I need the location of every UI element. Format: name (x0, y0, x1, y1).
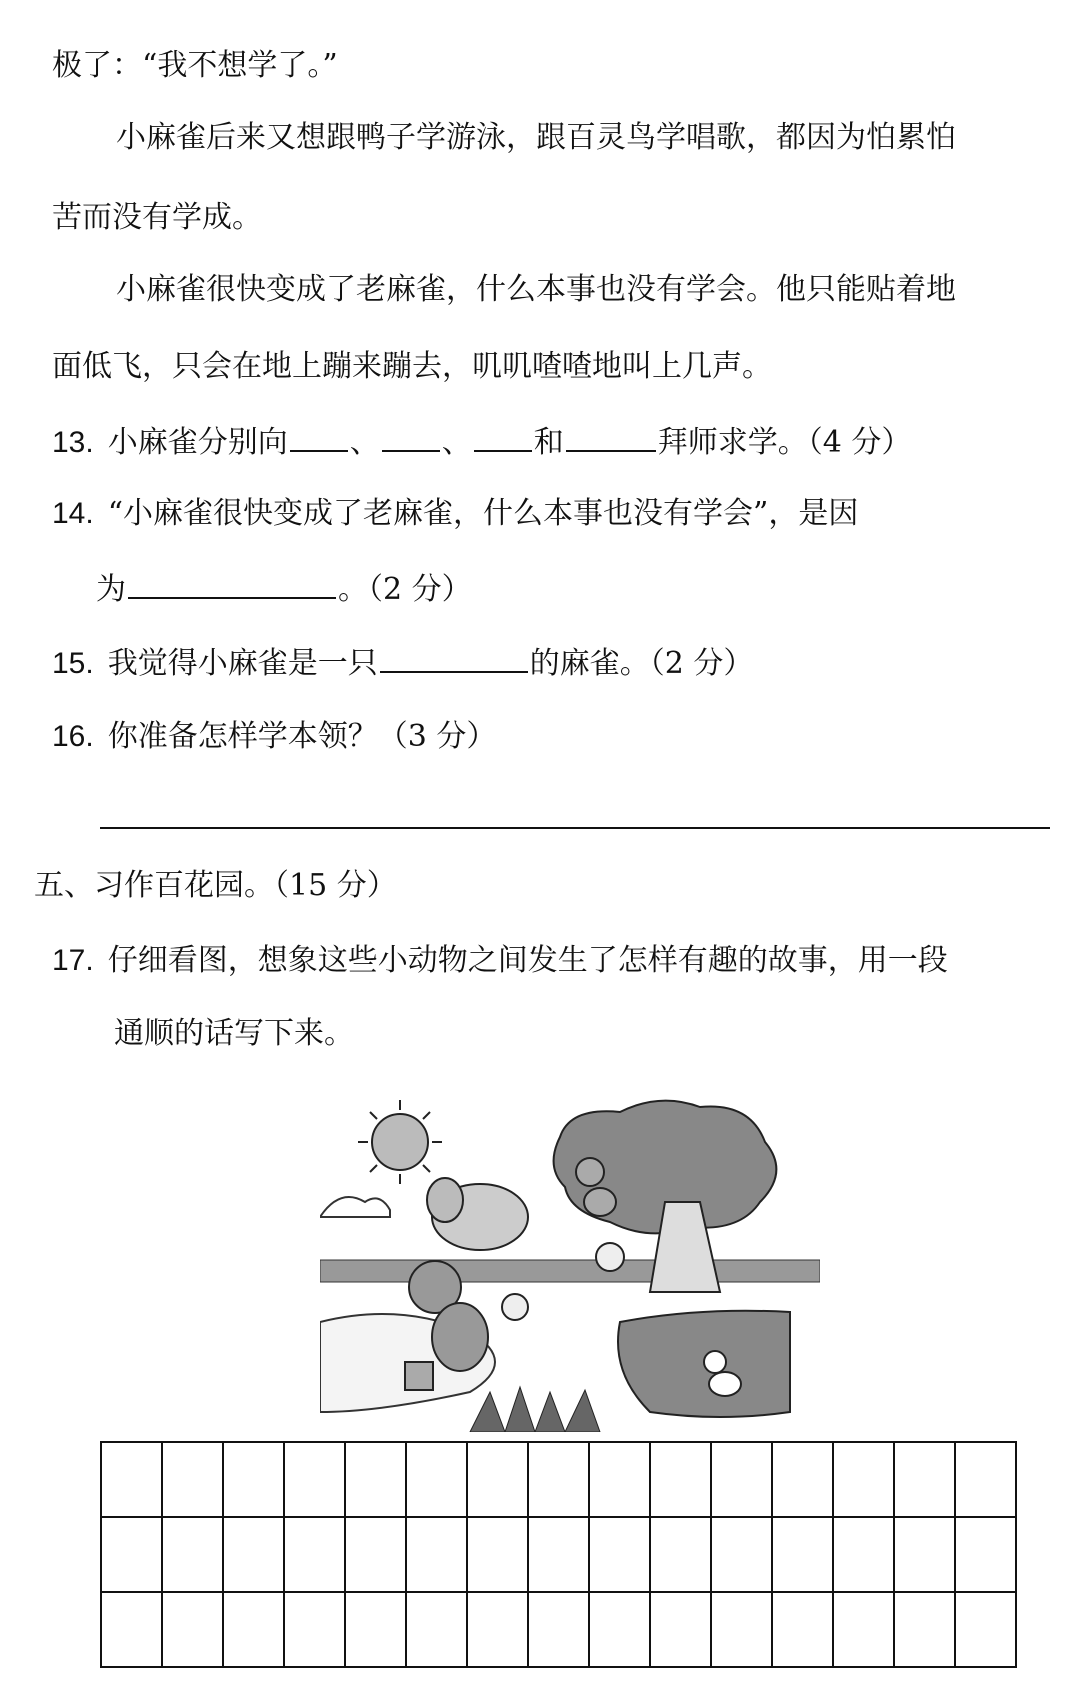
question-14 (52, 494, 858, 534)
grass (470, 1387, 600, 1432)
answer-blank[interactable] (380, 641, 528, 673)
passage-line: 小麻雀很快变成了老麻雀，什么本事也没有学会。他只能贴着地 (116, 272, 956, 307)
grid-cell[interactable] (467, 1592, 528, 1667)
grid-cell[interactable] (833, 1592, 894, 1667)
question-text: 你准备怎样学本领？（3 分） (107, 719, 497, 754)
grid-cell[interactable] (345, 1592, 406, 1667)
answer-blank[interactable] (382, 420, 440, 452)
question-text: 小麻雀分别向 (107, 425, 288, 460)
question-17-line2: 通顺的话写下来。 (114, 1016, 354, 1051)
grid-cell[interactable] (589, 1442, 650, 1517)
grid-cell[interactable] (284, 1592, 345, 1667)
question-text: 拜师求学。（4 分） (657, 425, 912, 460)
answer-blank[interactable] (128, 567, 336, 599)
question-text: 仔细看图，想象这些小动物之间发生了怎样有趣的故事，用一段 (107, 943, 948, 978)
answer-blank[interactable] (474, 420, 532, 452)
grid-cell[interactable] (894, 1442, 955, 1517)
grid-cell[interactable] (284, 1442, 345, 1517)
grid-cell[interactable] (589, 1517, 650, 1592)
grid-cell[interactable] (772, 1442, 833, 1517)
owl-icon (596, 1243, 624, 1271)
grid-cell[interactable] (406, 1592, 467, 1667)
grid-row (101, 1517, 1016, 1592)
grid-cell[interactable] (894, 1517, 955, 1592)
grid-cell[interactable] (223, 1592, 284, 1667)
grid-cell[interactable] (650, 1517, 711, 1592)
answer-blank[interactable] (290, 420, 348, 452)
grid-cell[interactable] (528, 1442, 589, 1517)
section-heading: 五、习作百花园。（15 分） (34, 868, 397, 903)
grid-cell[interactable] (101, 1517, 162, 1592)
grid-cell[interactable] (162, 1517, 223, 1592)
question-number: 14. (52, 497, 94, 530)
question-number: 17. (52, 944, 94, 977)
question-16 (52, 717, 496, 757)
passage-line: 极了：“我不想学了。” (52, 48, 338, 83)
separator: 、 (441, 425, 472, 460)
grid-cell[interactable] (772, 1517, 833, 1592)
question-number: 15. (52, 647, 94, 680)
grid-cell[interactable] (223, 1517, 284, 1592)
grid-row (101, 1592, 1016, 1667)
grid-cell[interactable] (162, 1592, 223, 1667)
question-text: 我觉得小麻雀是一只 (107, 646, 378, 681)
grid-cell[interactable] (528, 1592, 589, 1667)
grid-cell[interactable] (345, 1442, 406, 1517)
grid-cell[interactable] (772, 1592, 833, 1667)
grid-cell[interactable] (101, 1592, 162, 1667)
question-number: 13. (52, 426, 94, 459)
passage-line: 苦而没有学成。 (52, 200, 262, 235)
grid-cell[interactable] (162, 1442, 223, 1517)
grid-cell[interactable] (711, 1517, 772, 1592)
passage-line: 面低飞，只会在地上蹦来蹦去，叽叽喳喳地叫上几声。 (52, 349, 772, 384)
sun-icon (358, 1100, 442, 1184)
grid-cell[interactable] (650, 1592, 711, 1667)
question-13 (52, 420, 911, 463)
grid-cell[interactable] (711, 1592, 772, 1667)
grid-cell[interactable] (589, 1592, 650, 1667)
grid-cell[interactable] (406, 1442, 467, 1517)
grid-cell[interactable] (528, 1517, 589, 1592)
story-illustration (320, 1092, 820, 1432)
passage-line: 小麻雀后来又想跟鸭子学游泳，跟百灵鸟学唱歌，都因为怕累怕 (116, 120, 956, 155)
question-text: “小麻雀很快变成了老麻雀，什么本事也没有学会”，是因 (107, 496, 859, 531)
question-text: 的麻雀。（2 分） (529, 646, 754, 681)
writing-grid (100, 1441, 1017, 1668)
grid-cell[interactable] (406, 1517, 467, 1592)
grid-cell[interactable] (833, 1517, 894, 1592)
grid-cell[interactable] (650, 1442, 711, 1517)
question-text: 为 (96, 572, 126, 607)
separator: 、 (349, 425, 380, 460)
grid-cell[interactable] (223, 1442, 284, 1517)
question-text: 。（2 分） (338, 572, 472, 607)
question-number: 16. (52, 720, 94, 753)
grid-cell[interactable] (101, 1442, 162, 1517)
separator: 和 (533, 425, 564, 460)
grid-cell[interactable] (345, 1517, 406, 1592)
answer-line[interactable] (100, 827, 1050, 829)
question-17 (52, 941, 948, 981)
cloud-icon (320, 1197, 390, 1217)
question-15 (52, 641, 753, 684)
grid-cell[interactable] (955, 1592, 1016, 1667)
grid-cell[interactable] (711, 1442, 772, 1517)
grid-cell[interactable] (284, 1517, 345, 1592)
grid-cell[interactable] (467, 1517, 528, 1592)
grid-row (101, 1442, 1016, 1517)
grid-cell[interactable] (833, 1442, 894, 1517)
answer-blank[interactable] (566, 420, 656, 452)
grid-cell[interactable] (955, 1442, 1016, 1517)
bird-icon (502, 1294, 528, 1320)
elephant-icon (427, 1178, 528, 1250)
grid-cell[interactable] (894, 1592, 955, 1667)
grid-cell[interactable] (955, 1517, 1016, 1592)
question-14-line2 (96, 567, 472, 610)
bushes (320, 1260, 820, 1282)
grid-cell[interactable] (467, 1442, 528, 1517)
